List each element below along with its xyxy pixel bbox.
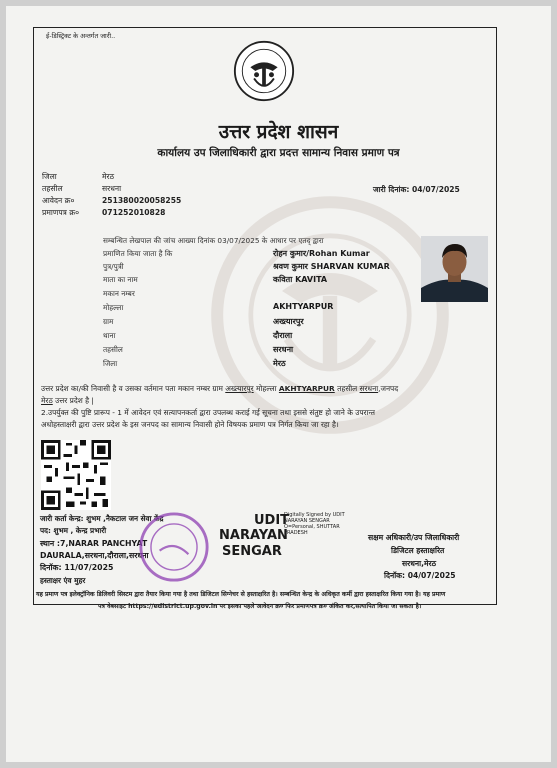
authority-title: सक्षम अधिकारी/उप जिलाधिकारी [368,533,460,542]
signer-name-line3: SENGAR [222,544,282,559]
district-value: मेरठ [102,172,115,181]
detail-label: मोहल्ला [103,303,124,312]
application-number: 251380020058255 [102,196,182,205]
authority-date: दिनॉक: 04/07/2025 [384,571,456,580]
issue-date: जारी दिनांक: 04/07/2025 [373,185,460,194]
village-value: अख्त्यारपुर [273,317,304,326]
sig-note-line: Digitally Signed by UDIT [284,512,345,518]
signer-name-line1: UDIT [254,513,290,528]
detail-label: मकान नम्बर [103,289,135,298]
emblem-watermark [210,195,450,435]
mother-name: कविता KAVITA [273,275,328,284]
para-mohalla: AKHTYARPUR [278,384,335,393]
signature-seal-label: हस्ताक्षर एंव मुहर [40,576,86,585]
tehsil-label: तहसील [42,184,63,193]
footer-note-line2: पत्र वेबसाइट https://edistrict.up.gov.in पर इसका पहले आवेदन क्र० फिर प्रमाणपत्र क्र० अंकित कर,सत्यापित किया जा सकता है। [98,603,422,610]
detail-label: ग्राम [103,317,114,326]
district-detail-value: मेरठ [273,359,286,368]
para-text: उत्तर प्रदेश है | [55,396,94,405]
document-title: उत्तर प्रदेश शासन [218,121,339,143]
confirmation-paragraph-line1: 2.उपर्युक्त की पुष्टि प्रारूप - 1 में आवेदन एवं सत्यापनकर्ता द्वारा उपलब्ध कराई गई सूचना तथा इससे संतुष्ट हो जाने के उपरान्त [41,408,375,417]
applicant-name: रोहन कुमार/Rohan Kumar [273,249,370,258]
father-name: श्रवण कुमार SHARVAN KUMAR [273,262,390,271]
sig-note-line: O=Personal, SHUTTAR [284,524,340,530]
certificate-number: 071252010828 [102,208,166,217]
up-emblem-icon [233,40,295,102]
certificate-label: प्रमाणपत्र क्र० [42,208,80,217]
residence-paragraph [41,384,398,394]
qr-code[interactable] [41,440,111,510]
sig-note-line: NARAYAN SENGAR [284,518,330,524]
footer-note-line1: यह प्रमाण पत्र इलेक्ट्रॉनिक डिलिवरी सिस्टम द्वारा तैयार किया गया है तथा डिजिटल सिग्नेचर से हस्ताक्षरित है। सम्बन्धित केन्द्र के अधिकृत कर्मी द्वारा हस्ताक्षरित किया गया है। यह प्रमाण [36,591,446,598]
tehsil-value: सरधना [102,184,122,193]
police-station-value: दौराला [273,331,293,340]
para-tehsil: सरधना [359,384,379,393]
digital-signature-note [284,512,345,536]
issuer-place-line1: स्थान :7,NARAR PANCHYAT [40,539,148,548]
detail-label: थाना [103,331,116,340]
applicant-photo [421,236,488,302]
para-text: तहसील [337,384,358,393]
para-village: अख्त्यारपुर [225,384,254,393]
verification-intro: सम्बन्धित लेखपाल की जांच आख्या दिनांक 03/07/2025 के आधार पर एतद् द्वारा [103,236,324,245]
sig-note-line: PRADESH [284,530,308,536]
confirmation-paragraph-line2: अधोहस्ताक्षरी द्वारा उत्तर प्रदेश के इस जनपद का सामान्य निवासी होने विषयक प्रमाण पत्र निर्गत किया जा रहा है। [41,420,339,429]
issued-under-note: ई-डिस्ट्रिक्ट के अन्तर्गत जारी.. [46,32,116,40]
detail-label: माता का नाम [103,275,138,284]
issuer-place-line2: DAURALA,सरधना,दौराला,सरधना [40,551,149,560]
residence-paragraph-cont [41,396,94,406]
district-label: जिला [42,172,57,181]
authority-digital: डिजिटल हस्ताक्षरित [391,546,445,555]
application-label: आवेदन क्र० [42,196,75,205]
issuer-post: पद: शुभम , केन्द्र प्रभारी [40,526,107,535]
para-text: उत्तर प्रदेश का/की निवासी है व उसका वर्तमान पता मकान नम्बर ग्राम [41,384,223,393]
center-seal-stamp [138,511,210,583]
issuer-date: दिनॉक: 11/07/2025 [40,563,114,572]
mohalla-value: AKHTYARPUR [273,302,334,311]
para-district: मेरठ [41,396,53,405]
para-text: ,जनपद [378,384,399,393]
authority-place: सरधना,मेरठ [402,559,437,568]
detail-label: तहसील [103,345,123,354]
tehsil-detail-value: सरधना [273,345,294,354]
issuer-center: जारी कर्ता केन्द्र: शुभम ,नैकटाल जन सेवा केंद्र [40,514,164,523]
document-subtitle: कार्यालय उप जिलाधिकारी द्वारा प्रदत्त सामान्य निवास प्रमाण पत्र [157,147,400,159]
para-text: मोहल्ला [256,384,277,393]
signer-name-line2: NARAYAN [219,528,288,543]
detail-label: पुत्र/पुत्री [103,262,124,271]
detail-label: प्रमाणित किया जाता है कि [103,249,173,258]
detail-label: जिला [103,359,118,368]
